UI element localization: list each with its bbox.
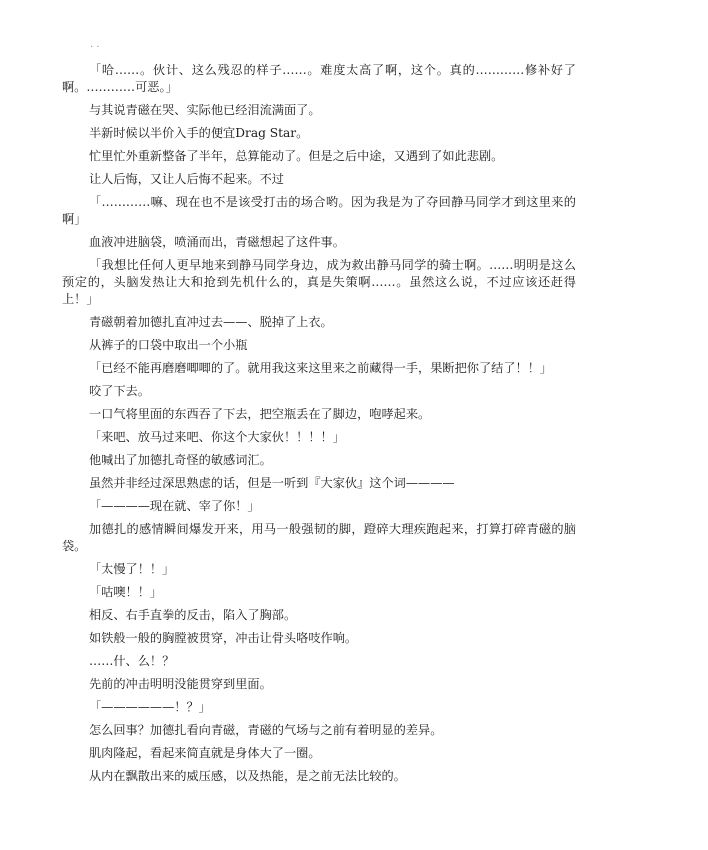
paragraph: 「…………嘛、现在也不是该受打击的场合哟。因为我是为了夺回静马同学才到这里来的啊」 xyxy=(62,195,576,226)
paragraph: 血液冲进脑袋，喷涌而出，青磁想起了这件事。 xyxy=(89,235,345,249)
paragraph: 从裤子的口袋中取出一个小瓶 xyxy=(89,338,248,352)
paragraph: 肌肉隆起，看起来简直就是身体大了一圈。 xyxy=(89,746,321,760)
paragraph: 加德扎的感情瞬间爆发开来，用马一般强韧的脚，蹬碎大理疾跑起来，打算打碎青磁的脑袋。 xyxy=(62,522,576,553)
paragraph: 让人后悔，又让人后悔不起来。不过 xyxy=(89,172,284,186)
paragraph: ……什、么！？ xyxy=(89,654,175,668)
paragraph: 先前的冲击明明没能贯穿到里面。 xyxy=(89,677,272,691)
paragraph: 一口气将里面的东西吞了下去，把空瓶丢在了脚边，咆哮起来。 xyxy=(89,407,431,421)
paragraph: 忙里忙外重新整备了半年，总算能动了。但是之后中途，又遇到了如此悲剧。 xyxy=(89,149,504,163)
paragraph: 「咕噢！！」 xyxy=(89,585,163,599)
paragraph: 「我想比任何人更早地来到静马同学身边，成为救出静马同学的骑士啊。……明明是这么预定的，头脑发热让大和抢到先机什么的，真是失策啊……。虽然这么说，不过应该还赶得上！」 xyxy=(62,258,576,306)
paragraph: 半新时候以半价入手的便宜Drag Star。 xyxy=(89,126,309,140)
paragraph: 咬了下去。 xyxy=(89,384,150,398)
paragraph: 「————现在就、宰了你！」 xyxy=(89,499,260,513)
paragraph: 「太慢了！！」 xyxy=(89,562,175,576)
paragraph: 「已经不能再磨磨唧唧的了。就用我这来这里来之前藏得一手，果断把你了结了！！」 xyxy=(89,361,553,375)
paragraph: 如铁般一般的胸膛被贯穿，冲击让骨头咯吱作响。 xyxy=(89,631,358,645)
paragraph: 「哈……。伙计、这么残忍的样子……。难度太高了啊，这个。真的…………修补好了啊。…………可恶。」 xyxy=(62,63,576,94)
paragraph: 与其说青磁在哭、实际他已经泪流满面了。 xyxy=(89,103,321,117)
paragraph: 「来吧、放马过来吧、你这个大家伙！！！！」 xyxy=(89,430,345,444)
paragraph: 「——————！？」 xyxy=(89,700,211,714)
paragraph: 相反、右手直拳的反击，陷入了胸部。 xyxy=(89,608,297,622)
document-body xyxy=(62,62,576,791)
paragraph: 从内在飘散出来的威压感，以及热能，是之前无法比较的。 xyxy=(89,769,406,783)
paragraph: 青磁朝着加德扎直冲过去——、脱掉了上衣。 xyxy=(89,315,333,329)
page-mark: · · xyxy=(90,42,100,53)
paragraph: 虽然并非经过深思熟虑的话，但是一听到『大家伙』这个词———— xyxy=(89,476,455,490)
paragraph: 怎么回事？加德扎看向青磁，青磁的气场与之前有着明显的差异。 xyxy=(89,723,443,737)
paragraph: 他喊出了加德扎奇怪的敏感词汇。 xyxy=(89,453,272,467)
